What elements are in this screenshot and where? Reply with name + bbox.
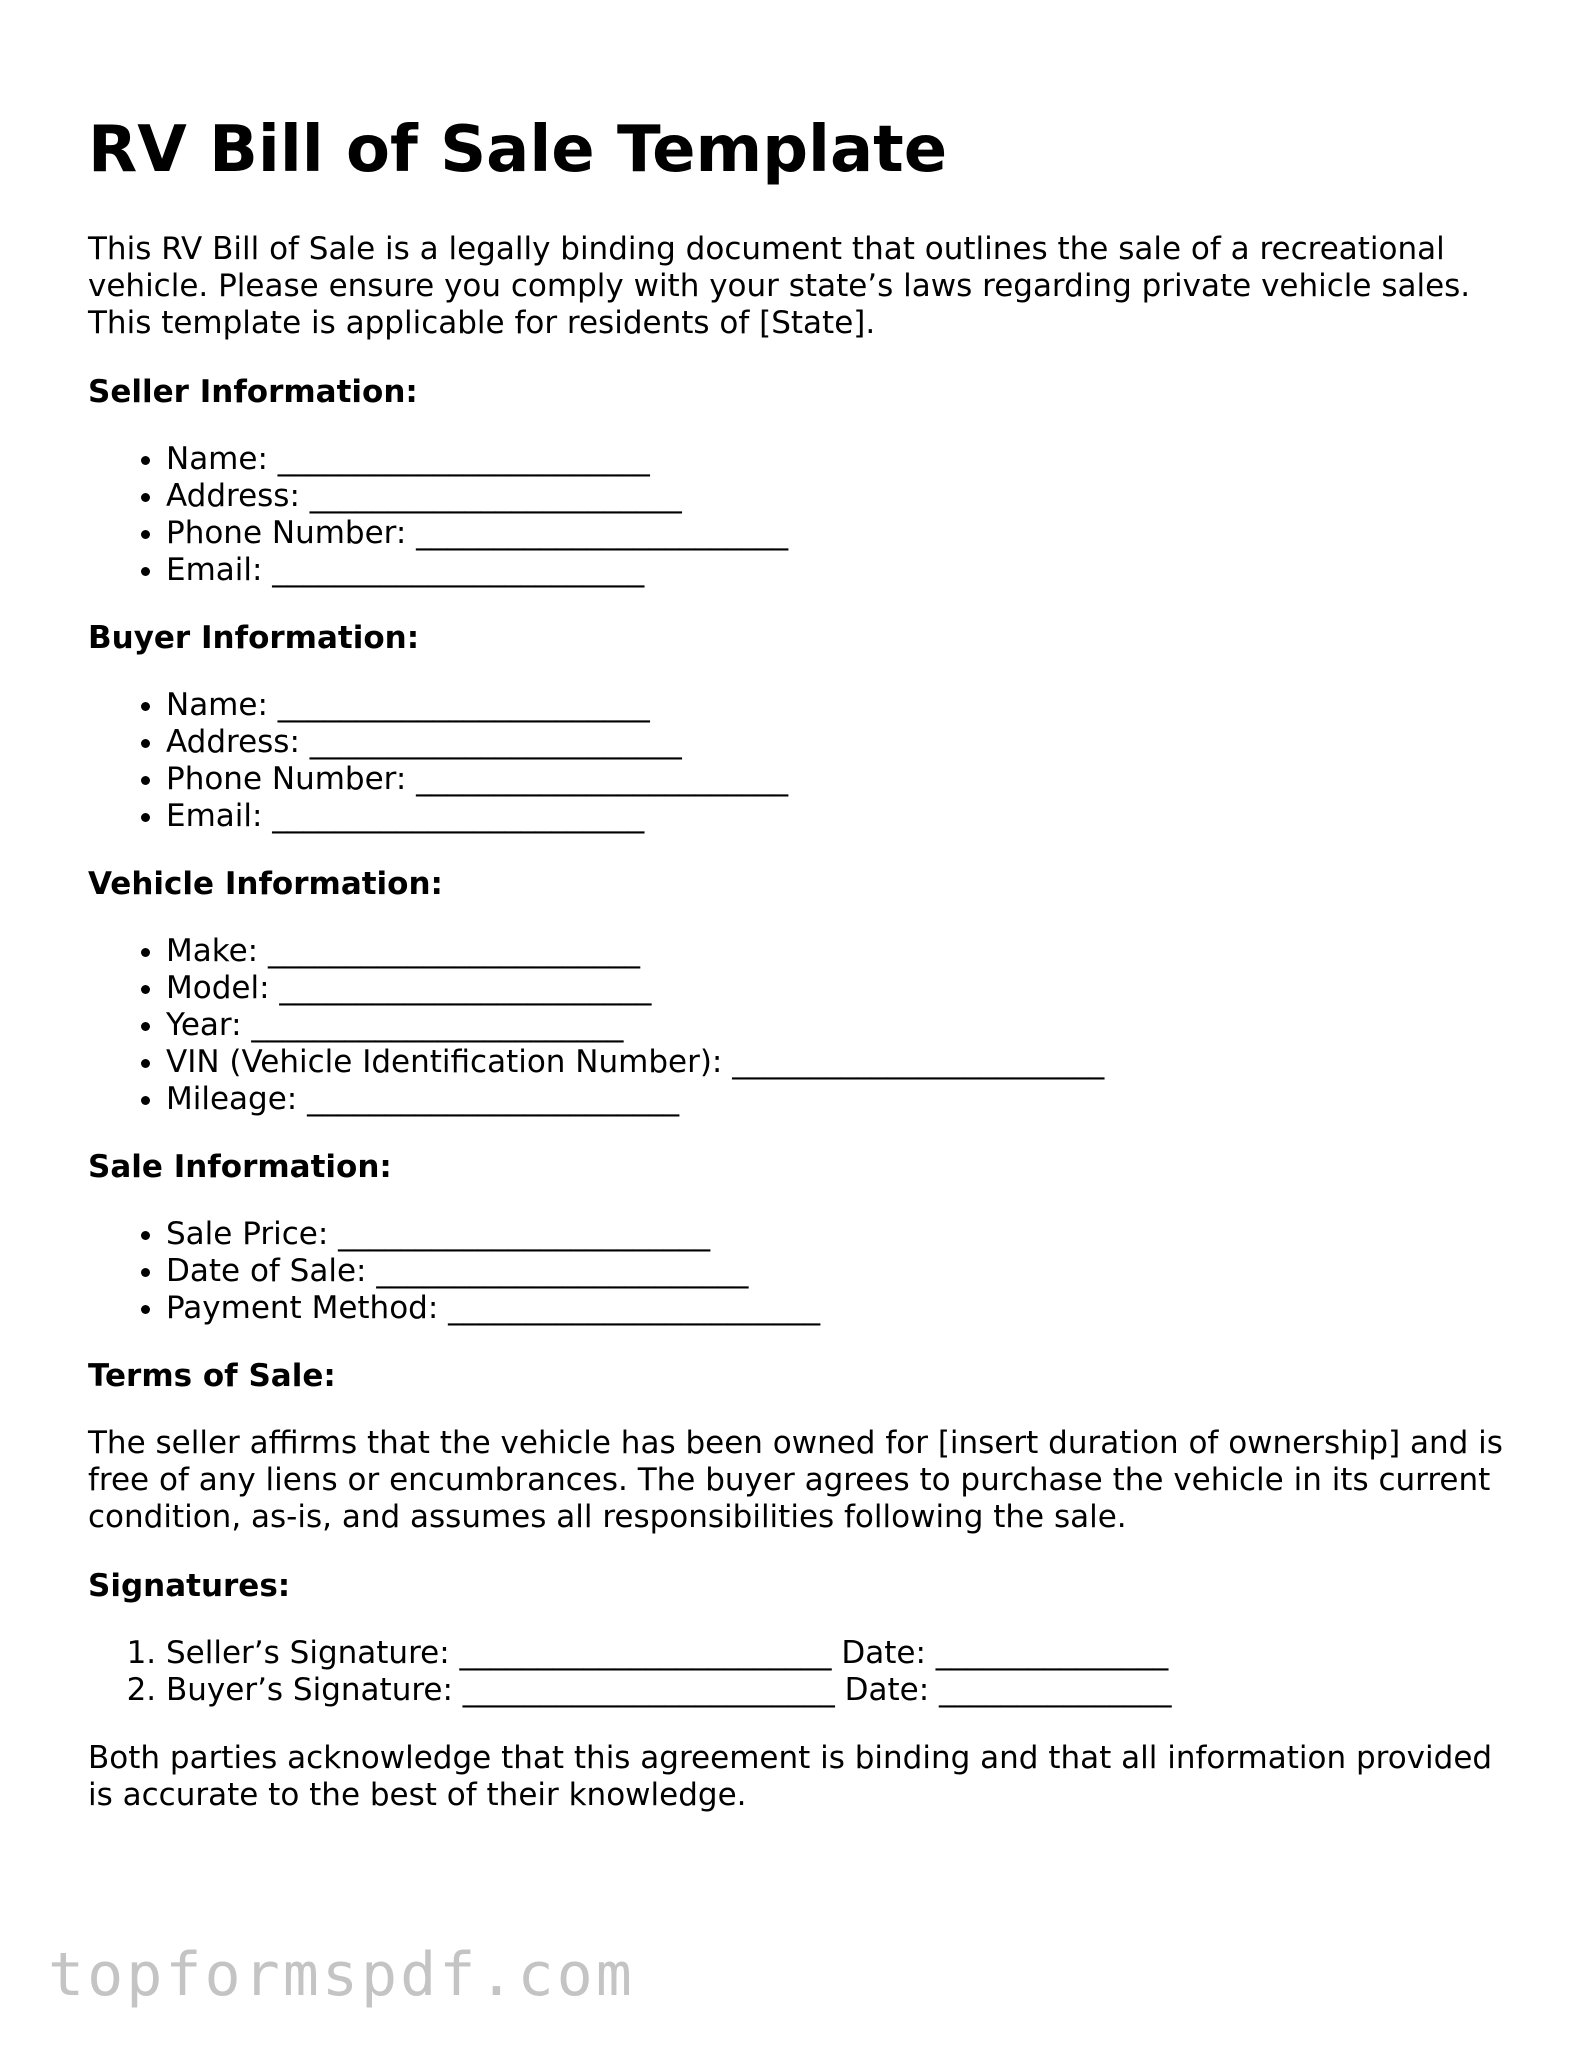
signatures-list	[88, 1635, 1518, 1709]
sale-date-field: • Date of Sale: ________________________	[166, 1253, 1518, 1290]
seller-signature-line: 1. Seller’s Signature: ________________________ Date: _______________	[166, 1635, 1518, 1672]
document-page	[88, 105, 1518, 1814]
seller-name-field: • Name: ________________________	[166, 441, 1518, 478]
buyer-phone-field: • Phone Number: ________________________	[166, 761, 1518, 798]
sale-list	[88, 1216, 1518, 1327]
seller-list	[88, 441, 1518, 589]
sale-price-field: • Sale Price: ________________________	[166, 1216, 1518, 1253]
vehicle-heading: Vehicle Information:	[88, 866, 443, 902]
seller-address-field: • Address: ________________________	[166, 478, 1518, 515]
page-title: RV Bill of Sale Template	[88, 113, 948, 187]
buyer-name-field: • Name: ________________________	[166, 687, 1518, 724]
seller-phone-field: • Phone Number: ________________________	[166, 515, 1518, 552]
vehicle-make-field: • Make: ________________________	[166, 933, 1518, 970]
vehicle-model-field: • Model: ________________________	[166, 970, 1518, 1007]
seller-heading: Seller Information:	[88, 374, 418, 410]
intro-paragraph: This RV Bill of Sale is a legally binding document that outlines the sale of a recreational vehicle. Please ensure you comply with your state’s laws regarding private vehicle sales. This template is applicable for residents of [State].	[88, 231, 1471, 341]
buyer-list	[88, 687, 1518, 835]
terms-heading: Terms of Sale:	[88, 1358, 336, 1394]
watermark: topformspdf.com	[48, 1940, 635, 2010]
terms-paragraph: The seller affirms that the vehicle has been owned for [insert duration of ownership] and is free of any liens or encumbrances. The buyer agrees to purchase the vehicle in its current condition, as-is, and assumes all responsibilities following the sale.	[88, 1425, 1503, 1535]
payment-method-field: • Payment Method: ________________________	[166, 1290, 1518, 1327]
seller-email-field: • Email: ________________________	[166, 552, 1518, 589]
vehicle-mileage-field: • Mileage: ________________________	[166, 1081, 1518, 1118]
signatures-heading: Signatures:	[88, 1568, 291, 1604]
vehicle-year-field: • Year: ________________________	[166, 1007, 1518, 1044]
sale-heading: Sale Information:	[88, 1149, 392, 1185]
closing-paragraph: Both parties acknowledge that this agreement is binding and that all information provided is accurate to the best of their knowledge.	[88, 1740, 1493, 1813]
vehicle-list	[88, 933, 1518, 1118]
buyer-heading: Buyer Information:	[88, 620, 420, 656]
buyer-address-field: • Address: ________________________	[166, 724, 1518, 761]
buyer-signature-line: 2. Buyer’s Signature: ________________________ Date: _______________	[166, 1672, 1518, 1709]
vehicle-vin-field: • VIN (Vehicle Identification Number): ________________________	[166, 1044, 1518, 1081]
buyer-email-field: • Email: ________________________	[166, 798, 1518, 835]
